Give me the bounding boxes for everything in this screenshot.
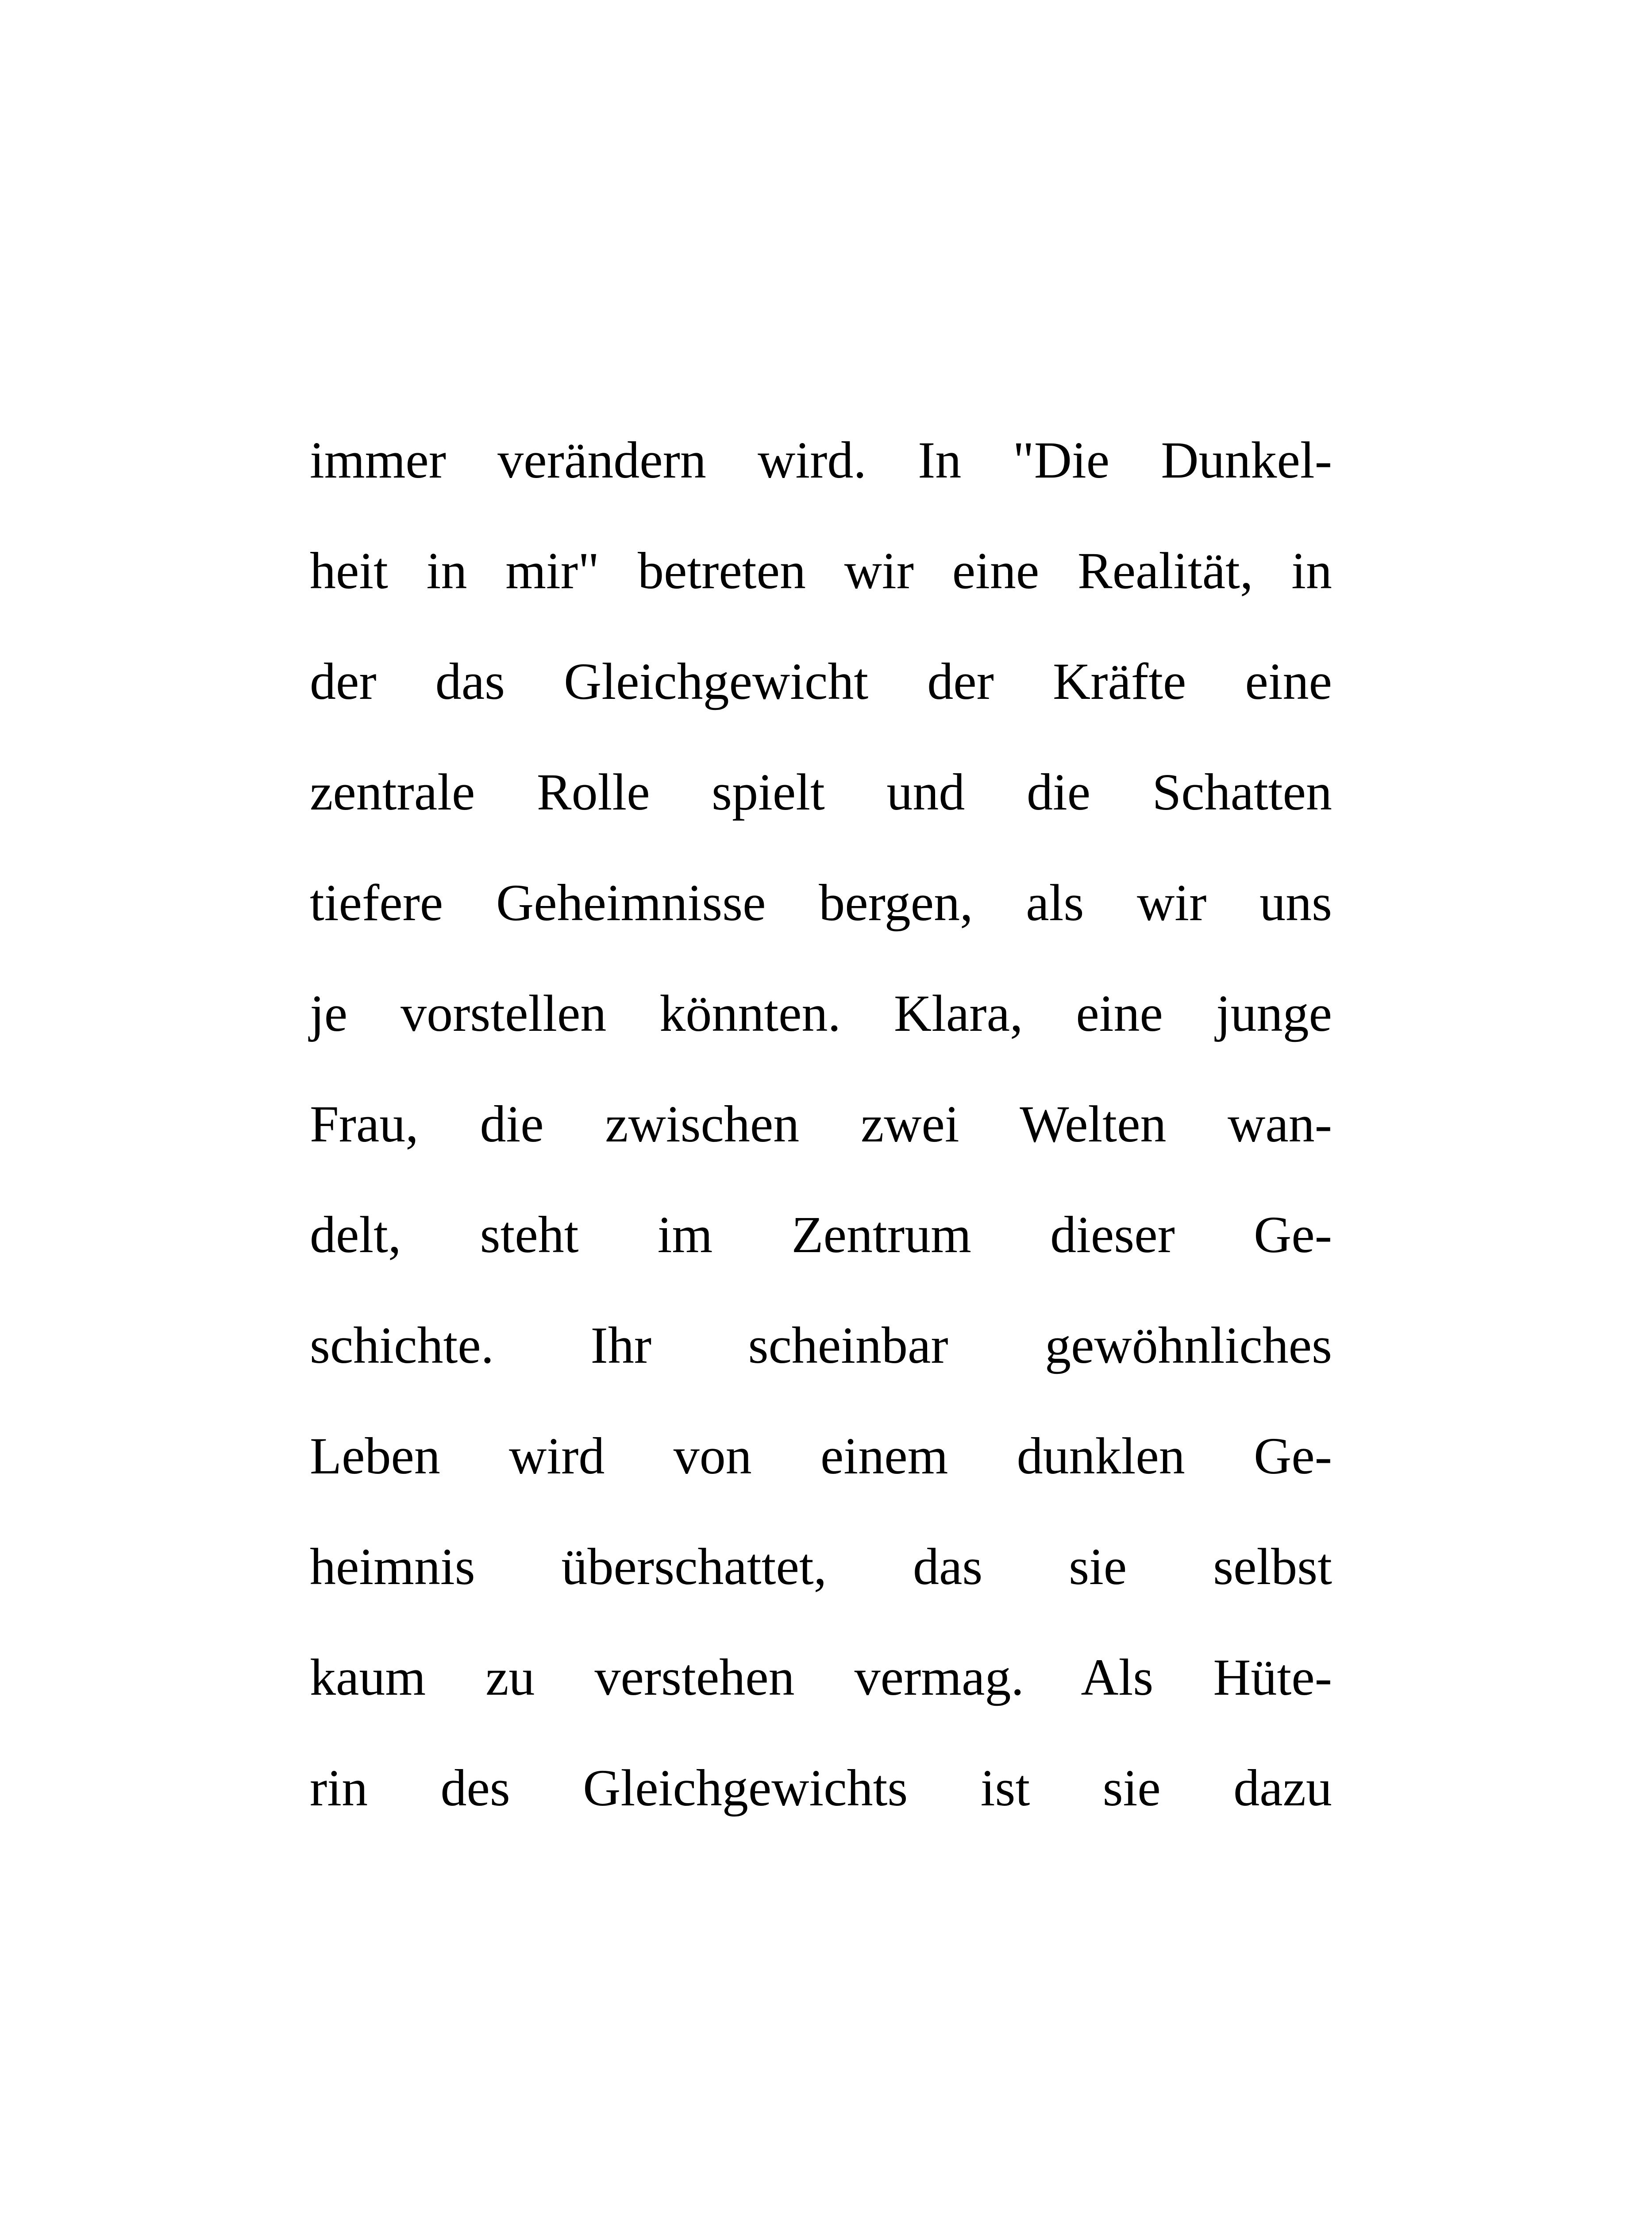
text-line-3: der das Gleichgewicht der Kräfte eine: [310, 652, 1332, 710]
text-line-10: Leben wird von einem dunklen Ge-: [310, 1427, 1332, 1485]
text-line-12: kaum zu verstehen vermag. Als Hüte-: [310, 1648, 1332, 1706]
body-paragraph: [310, 405, 1332, 1843]
text-line-13: rin des Gleichgewichts ist sie dazu: [310, 1759, 1332, 1817]
text-line-11: heimnis überschattet, das sie selbst: [310, 1538, 1332, 1596]
text-line-2: heit in mir" betreten wir eine Realität, in: [310, 542, 1332, 600]
text-line-7: Frau, die zwischen zwei Welten wan-: [310, 1095, 1332, 1153]
text-line-4: zentrale Rolle spielt und die Schatten: [310, 763, 1332, 821]
text-line-1: immer verändern wird. In "Die Dunkel-: [310, 431, 1332, 489]
text-line-8: delt, steht im Zentrum dieser Ge-: [310, 1206, 1332, 1264]
text-line-5: tiefere Geheimnisse bergen, als wir uns: [310, 874, 1332, 932]
text-line-6: je vorstellen könnten. Klara, eine junge: [310, 984, 1332, 1042]
text-line-9: schichte. Ihr scheinbar gewöhnliches: [310, 1316, 1332, 1374]
